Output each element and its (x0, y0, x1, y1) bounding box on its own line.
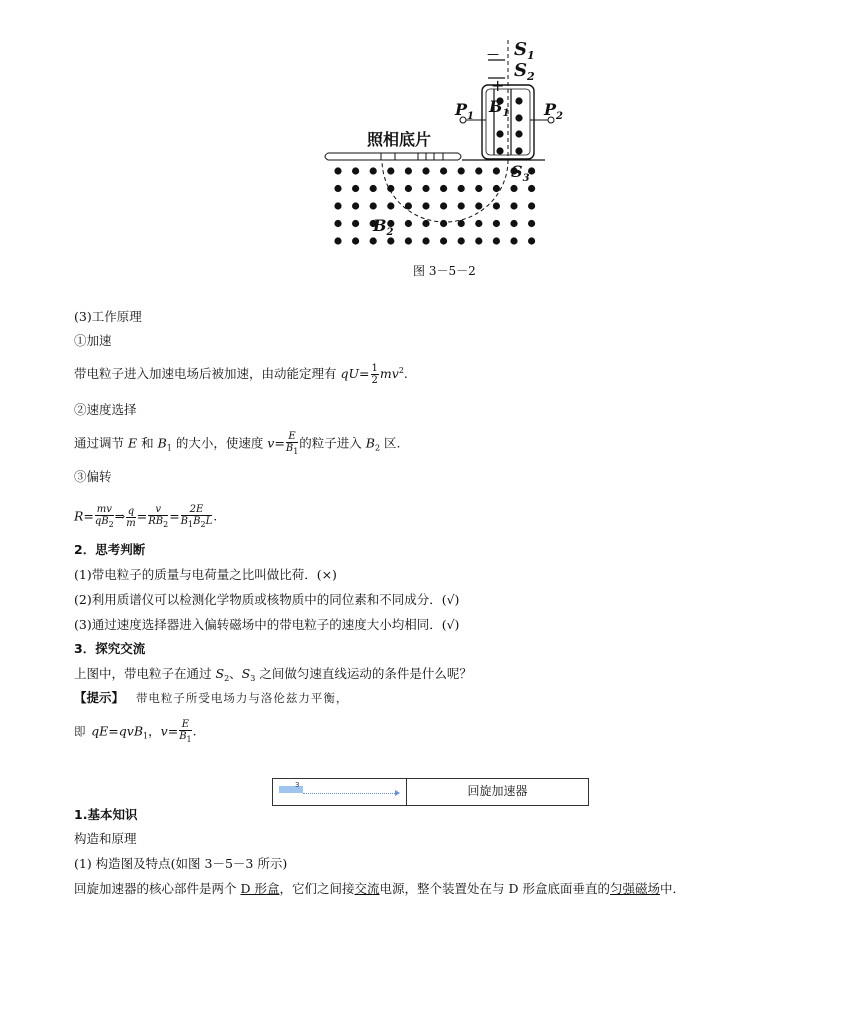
basic-sub: 构造和原理 (74, 831, 137, 846)
field-dot (528, 185, 535, 192)
field-dot (515, 97, 522, 104)
field-dot (334, 167, 341, 174)
explore-question: 上图中，带电粒子在通过 $S_2$、$S_3$ 之间做匀速直线运动的条件是什么呢？ (74, 666, 472, 683)
field-dot (458, 202, 465, 209)
field-dot (370, 167, 377, 174)
field-dot (440, 185, 447, 192)
field-dot (440, 202, 447, 209)
field-dot (475, 237, 482, 244)
field-dot (493, 185, 500, 192)
field-dot (352, 220, 359, 227)
section-number: 3 (295, 781, 300, 789)
field-dot (510, 220, 517, 227)
field-dot (458, 237, 465, 244)
field-dot (528, 202, 535, 209)
basic-body: 回旋加速器的核心部件是两个 D 形盒，它们之间接交流电源，整个装置处在与 D 形盒底面垂直的匀强磁场中． (74, 881, 686, 896)
field-dot (405, 185, 412, 192)
field-dot (496, 147, 503, 154)
field-dot (334, 220, 341, 227)
field-dot (440, 237, 447, 244)
section-title: 回旋加速器 (467, 784, 528, 798)
basic-item-1: (1) 构造图及特点(如图 3－5－3 所示) (74, 856, 288, 871)
plate-label: 照相底片 (367, 130, 432, 149)
field-dot (493, 202, 500, 209)
figure-caption: 图 3－5－2 (413, 264, 476, 278)
field-dot (440, 220, 447, 227)
step3-title: ③偏转 (74, 469, 112, 484)
field-dot (475, 167, 482, 174)
field-dot (475, 202, 482, 209)
field-dot (334, 237, 341, 244)
field-dot (422, 220, 429, 227)
label-b2: $B_2$ (373, 216, 394, 238)
field-dot (422, 185, 429, 192)
step2-text: 通过调节 E 和 $B_1$ 的大小，使速度 v= $\frac{E}{B_1}$ 的粒子进入 $B_2$ 区. (74, 431, 401, 456)
field-dot (387, 202, 394, 209)
step1-text: 带电粒子进入加速电场后被加速，由动能定理有 qU= $\frac{1}{2}$ $mv^2$. (74, 363, 408, 386)
field-dot (370, 237, 377, 244)
fraction-half: $\frac{1}{2}$ (371, 363, 378, 386)
label-s3: $S_3$ (511, 162, 530, 184)
judge-item-1: (1)带电粒子的质量与电荷量之比叫做比荷．(×) (74, 567, 337, 582)
field-dot (387, 237, 394, 244)
blank-uniform-field: 匀强磁场 (610, 881, 661, 896)
blank-ac: 交流 (354, 881, 380, 896)
field-dot (370, 202, 377, 209)
section-header-table (272, 778, 589, 806)
field-dot (496, 130, 503, 137)
field-dot (493, 237, 500, 244)
label-p1: $P_1$ (455, 100, 474, 122)
label-s2: $S_2$ (514, 60, 535, 83)
field-dot (458, 167, 465, 174)
minus-sign: — (487, 47, 499, 61)
field-dot (458, 185, 465, 192)
field-dot (352, 237, 359, 244)
blank-d-box: D 形盒 (240, 881, 280, 896)
judge-item-2: (2)利用质谱仪可以检测化学物质或核物质中的同位素和不同成分．(√) (74, 592, 460, 607)
principle-heading: (3)工作原理 (74, 309, 142, 324)
field-dot (493, 220, 500, 227)
field-dot (352, 167, 359, 174)
field-dot (440, 167, 447, 174)
arrow-right-icon (395, 790, 400, 796)
tip-answer: 即 qE=qvB$_1$，v= $\frac{E}{B_1}$ . (74, 719, 197, 744)
field-dot (515, 130, 522, 137)
field-dot (334, 202, 341, 209)
field-dot (475, 185, 482, 192)
step1-title: ①加速 (74, 333, 112, 348)
field-dot (422, 202, 429, 209)
field-dot (334, 185, 341, 192)
field-dot (528, 237, 535, 244)
label-s1: $S_1$ (514, 39, 535, 62)
field-dot (510, 237, 517, 244)
judge-heading: 2．思考判断 (74, 542, 146, 557)
field-dot (510, 185, 517, 192)
fraction-e-over-b1: $\frac{E}{B_1}$ (285, 431, 299, 456)
section-number-cell (273, 779, 407, 805)
field-dot (510, 202, 517, 209)
magnetic-field-dots-b2 (334, 167, 535, 244)
basic-heading: 1.基本知识 (74, 807, 138, 822)
field-dot (475, 220, 482, 227)
tip-line: 【提示】 带电粒子所受电场力与洛伦兹力平衡， (74, 690, 349, 705)
step2-title: ②速度选择 (74, 402, 137, 417)
field-dot (528, 220, 535, 227)
plus-sign: + (491, 76, 505, 95)
field-dot (422, 237, 429, 244)
field-dot (405, 220, 412, 227)
label-b1: $B_1$ (489, 97, 510, 119)
field-dot (422, 167, 429, 174)
explore-heading: 3．探究交流 (74, 641, 146, 656)
field-dot (515, 114, 522, 121)
step3-formula: R= $\frac{mv}{qB_2}$ ⇒ $\frac{q}{m}$ = $\frac{v}{RB_2}$ = $\frac{2E}{B_1B_2L}$ . (74, 504, 218, 529)
judge-item-3: (3)通过速度选择器进入偏转磁场中的带电粒子的速度大小均相同．(√) (74, 617, 460, 632)
field-dot (405, 167, 412, 174)
field-dot (387, 167, 394, 174)
field-dot (370, 185, 377, 192)
field-dot (352, 202, 359, 209)
field-dot (405, 237, 412, 244)
badge-arrow-line (303, 793, 397, 794)
mass-spectrometer-figure (0, 0, 860, 290)
field-dot (515, 147, 522, 154)
field-dot (493, 167, 500, 174)
field-dot (352, 185, 359, 192)
photographic-plate (325, 153, 461, 160)
label-p2: $P_2$ (544, 100, 563, 122)
